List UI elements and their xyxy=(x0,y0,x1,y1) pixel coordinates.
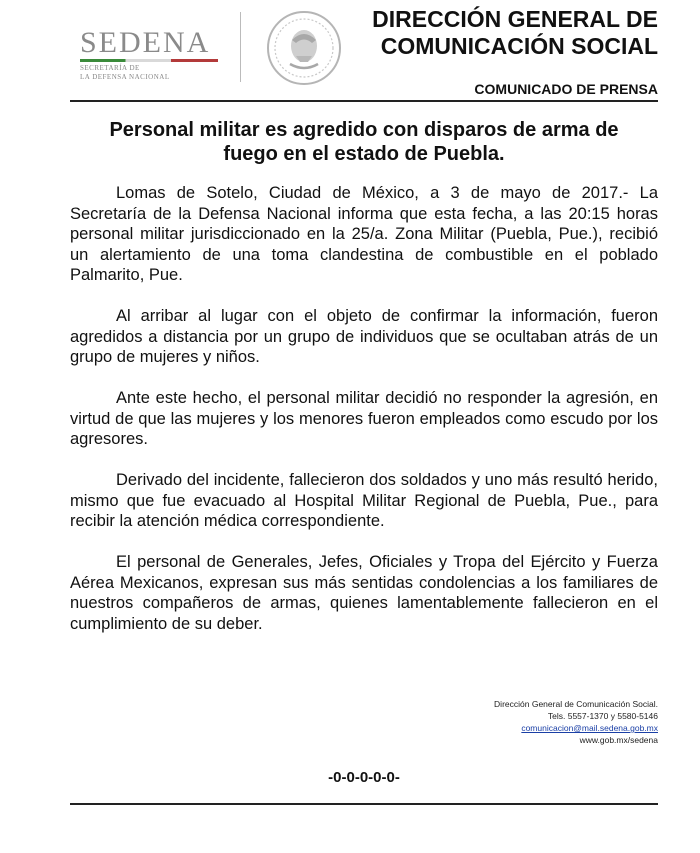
org-title-line-1: DIRECCIÓN GENERAL DE xyxy=(372,6,658,32)
organization-title xyxy=(372,6,658,60)
logo-subtitle: SECRETARÍA DE LA DEFENSA NACIONAL xyxy=(80,64,170,81)
closing-marker: -0-0-0-0-0- xyxy=(328,769,400,786)
paragraph-1: Lomas de Sotelo, Ciudad de México, a 3 de mayo de 2017.- La Secretaría de la Defensa Nacional informa que esta fecha, a las 20:15 horas personal militar jurisdiccionado en la 25/a. Zona Militar (Puebla, Pue.), recibió un alertamiento de una toma clandestina de combustible en el poblado Palmarito, Pue. xyxy=(70,184,658,284)
paragraph-2: Al arribar al lugar con el objeto de confirmar la información, fueron agredidos a distancia por un grupo de individuos que se ocultaban atrás de un grupo de mujeres y niños. xyxy=(70,307,658,366)
contact-website[interactable]: www.gob.mx/sedena xyxy=(579,735,658,745)
header-rule xyxy=(70,100,658,102)
press-release-body xyxy=(70,183,658,655)
footer-rule xyxy=(70,803,658,805)
headline-line-1: Personal militar es agredido con disparos de arma de xyxy=(109,119,619,141)
logo-divider xyxy=(240,12,241,82)
headline-line-2: fuego en el estado de Puebla. xyxy=(223,143,505,165)
logo-flag-stripe xyxy=(80,59,218,62)
contact-block xyxy=(494,698,658,746)
press-release-label: COMUNICADO DE PRENSA xyxy=(474,81,658,97)
coat-of-arms-seal-icon xyxy=(266,10,342,86)
paragraph-3: Ante este hecho, el personal militar decidió no responder la agresión, en virtud de que las mujeres y los menores fueron empleados como escudo por los agresores. xyxy=(70,389,658,448)
org-title-line-2: COMUNICACIÓN SOCIAL xyxy=(380,33,658,59)
contact-office: Dirección General de Comunicación Social. xyxy=(494,699,658,709)
sedena-logo-text: SEDENA xyxy=(80,26,211,59)
headline xyxy=(70,118,658,166)
paragraph-5: El personal de Generales, Jefes, Oficiales y Tropa del Ejército y Fuerza Aérea Mexicanos, expresan sus más sentidas condolencias a los familiares de nuestros compañeros de armas, quienes lamentablemente fallecieron en el cumplimiento de su deber. xyxy=(70,553,658,633)
contact-phones: Tels. 5557-1370 y 5580-5146 xyxy=(547,711,658,721)
paragraph-4: Derivado del incidente, fallecieron dos soldados y uno más resultó herido, mismo que fue evacuado al Hospital Militar Regional de Puebla, Pue., para recibir la atención médica correspondiente. xyxy=(70,471,658,530)
document-header xyxy=(0,0,700,110)
contact-email-link[interactable]: comunicacion@mail.sedena.gob.mx xyxy=(521,723,658,733)
